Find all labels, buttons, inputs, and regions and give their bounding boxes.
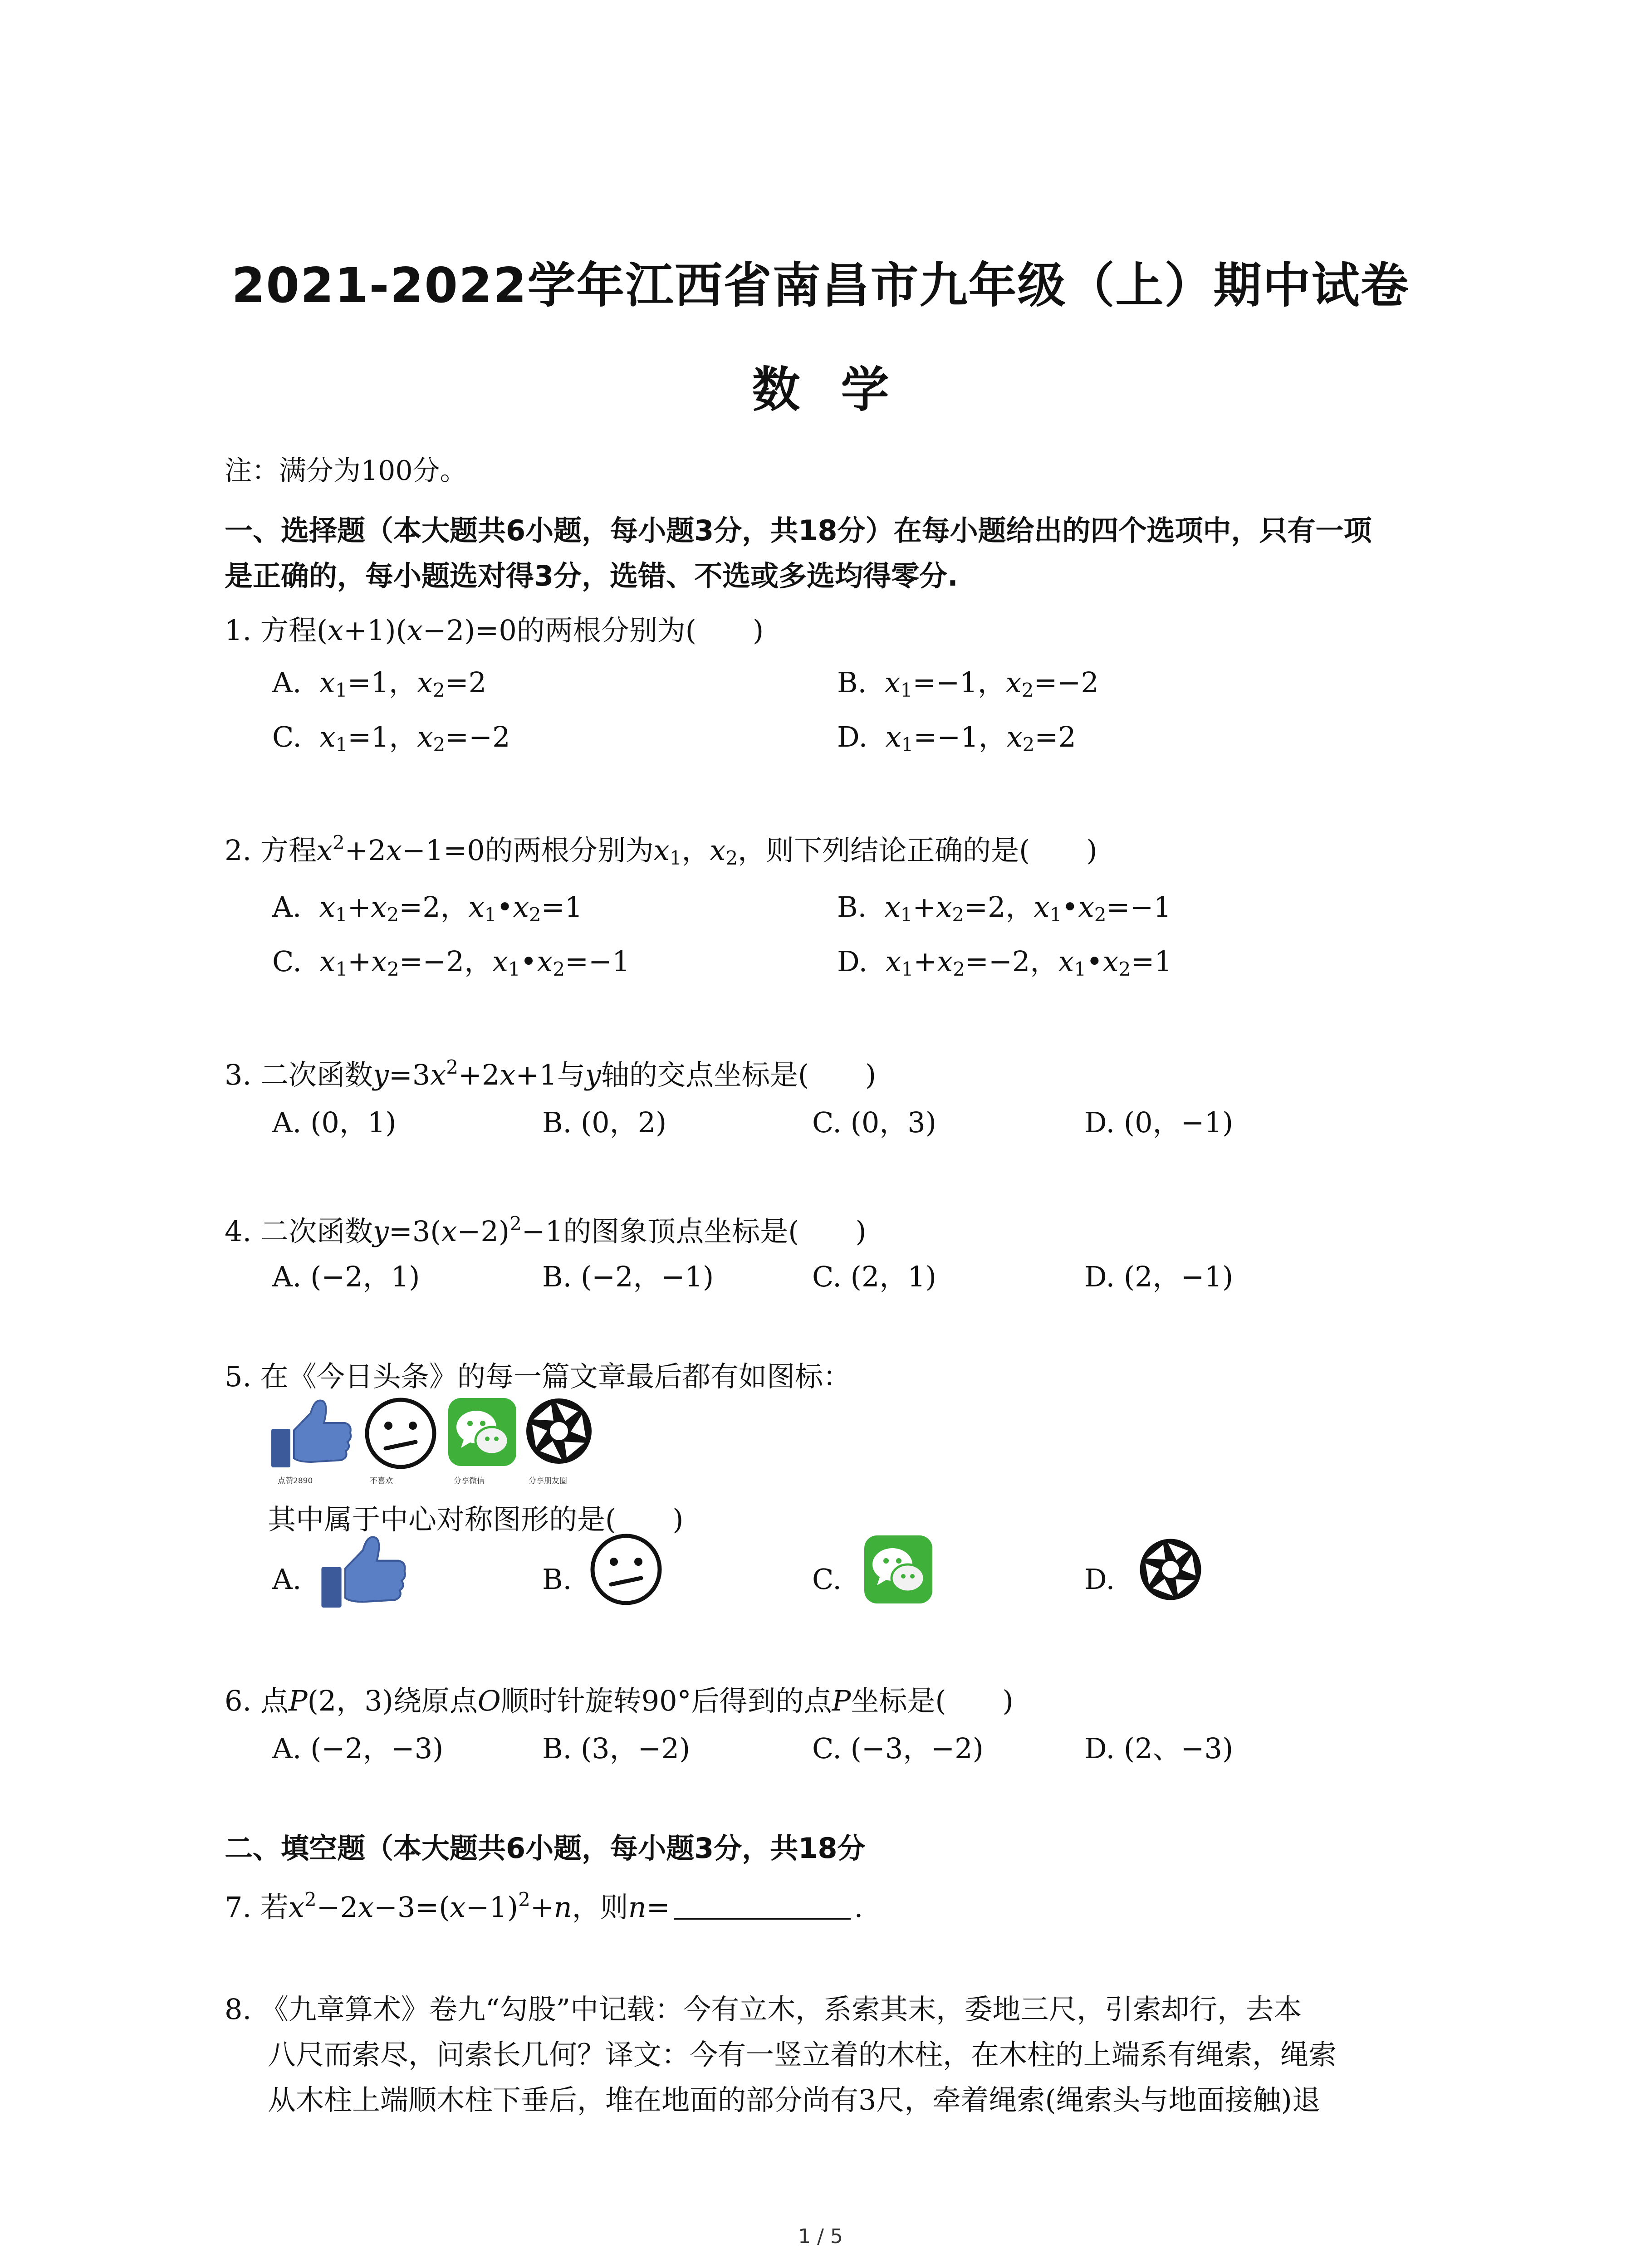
q5-option-b-label: B. <box>542 1563 572 1596</box>
q5-option-d-aperture-icon <box>1136 1535 1205 1606</box>
q3-option-a: A. (0，1) <box>272 1106 397 1139</box>
q5-option-c-label: C. <box>812 1563 842 1596</box>
q1-option-a: A. $x_1=1$，$x_2=2$ <box>272 666 487 701</box>
q5-stem: 5. 在《今日头条》的每一篇文章最后都有如图标： <box>225 1360 851 1393</box>
q2-option-c: C. $x_1+x_2=-2$，$x_1•x_2=-1$ <box>272 945 630 980</box>
q8-line1: 8. 《九章算术》卷九“勾股”中记载：今有立木，系索其末，委地三尺，引索却行，去本 <box>225 1993 1302 2026</box>
q5-option-d-label: D. <box>1084 1563 1115 1596</box>
q6-option-a: A. (−2，−3) <box>272 1732 444 1765</box>
q2-option-a: A. $x_1+x_2=2$，$x_1•x_2=1$ <box>272 890 583 926</box>
caption-share-wechat: 分享微信 <box>454 1476 485 1486</box>
q1-option-c: C. $x_1=1$，$x_2=-2$ <box>272 720 510 756</box>
q5-option-a-thumbs-up-icon <box>318 1531 408 1615</box>
q6-option-d: D. (2、−3) <box>1084 1732 1234 1765</box>
section1-heading-line2: 是正确的，每小题选对得3分，选错、不选或多选均得零分. <box>225 559 958 592</box>
q1-option-d: D. $x_1=-1$，$x_2=2$ <box>837 720 1076 756</box>
q3-option-d: D. (0，−1) <box>1084 1106 1234 1139</box>
caption-likes: 点赞2890 <box>278 1476 313 1486</box>
q3-stem: 3. 二次函数$y=3x^2+2x+1$与y轴的交点坐标是( ) <box>225 1056 877 1091</box>
q8-line3: 从木柱上端顺木柱下垂后，堆在地面的部分尚有3尺，牵着绳索(绳索头与地面接触)退 <box>268 2083 1320 2116</box>
q5-stem2: 其中属于中心对称图形的是( ) <box>268 1503 684 1536</box>
thumbs-up-icon <box>268 1395 354 1474</box>
q4-stem: 4. 二次函数$y=3(x-2)^2-1$的图象顶点坐标是( ) <box>225 1212 867 1248</box>
exam-title: 2021-2022学年江西省南昌市九年级（上）期中试卷 <box>231 258 1410 313</box>
page-number: 1 / 5 <box>798 2225 843 2248</box>
q5-option-a-label: A. <box>272 1563 302 1596</box>
caption-dislike: 不喜欢 <box>370 1476 393 1486</box>
q7-stem: 7. 若$x^2-2x-3=(x-1)^2+n$，则n= . <box>225 1888 863 1924</box>
answer-blank[interactable] <box>674 1892 851 1920</box>
q6-option-c: C. (−3，−2) <box>812 1732 984 1765</box>
q2-stem: 2. 方程$x^2+2x-1=0$的两根分别为$x_1$，$x_2$，则下列结论正确的是( ) <box>225 831 1097 869</box>
q6-option-b: B. (3，−2) <box>542 1732 691 1765</box>
q2-option-d: D. $x_1+x_2=-2$，$x_1•x_2=1$ <box>837 945 1172 980</box>
q5-option-c-wechat-icon <box>864 1535 932 1606</box>
q4-option-a: A. (−2，1) <box>272 1260 420 1293</box>
section1-heading-line1: 一、选择题（本大题共6小题，每小题3分，共18分）在每小题给出的四个选项中，只有一项 <box>225 514 1372 547</box>
section2-heading: 二、填空题（本大题共6小题，每小题3分，共18分 <box>225 1832 866 1865</box>
caption-share-moments: 分享朋友圈 <box>529 1476 567 1486</box>
confused-face-icon <box>362 1395 439 1474</box>
score-note: 注：满分为100分。 <box>225 455 467 487</box>
subject-title: 数学 <box>752 362 930 418</box>
q1-option-b: B. $x_1=-1$，$x_2=-2$ <box>837 666 1099 701</box>
q5-option-b-confused-face-icon <box>588 1531 665 1610</box>
aperture-icon <box>523 1395 595 1470</box>
q4-option-b: B. (−2，−1) <box>542 1260 714 1293</box>
wechat-icon <box>448 1398 516 1468</box>
q4-option-c: C. (2，1) <box>812 1260 936 1293</box>
q4-option-d: D. (2，−1) <box>1084 1260 1234 1293</box>
q3-option-c: C. (0，3) <box>812 1106 936 1139</box>
q2-option-b: B. $x_1+x_2=2$，$x_1•x_2=-1$ <box>837 890 1171 926</box>
q3-option-b: B. (0，2) <box>542 1106 667 1139</box>
q8-line2: 八尺而索尽，问索长几何？译文：今有一竖立着的木柱，在木柱的上端系有绳索，绳索 <box>268 2038 1337 2071</box>
q6-stem: 6. 点P(2，3)绕原点O顺时针旋转90°后得到的点P坐标是( ) <box>225 1684 1014 1717</box>
q1-stem: 1. 方程(x+1)(x−2)=0的两根分别为( ) <box>225 614 764 647</box>
